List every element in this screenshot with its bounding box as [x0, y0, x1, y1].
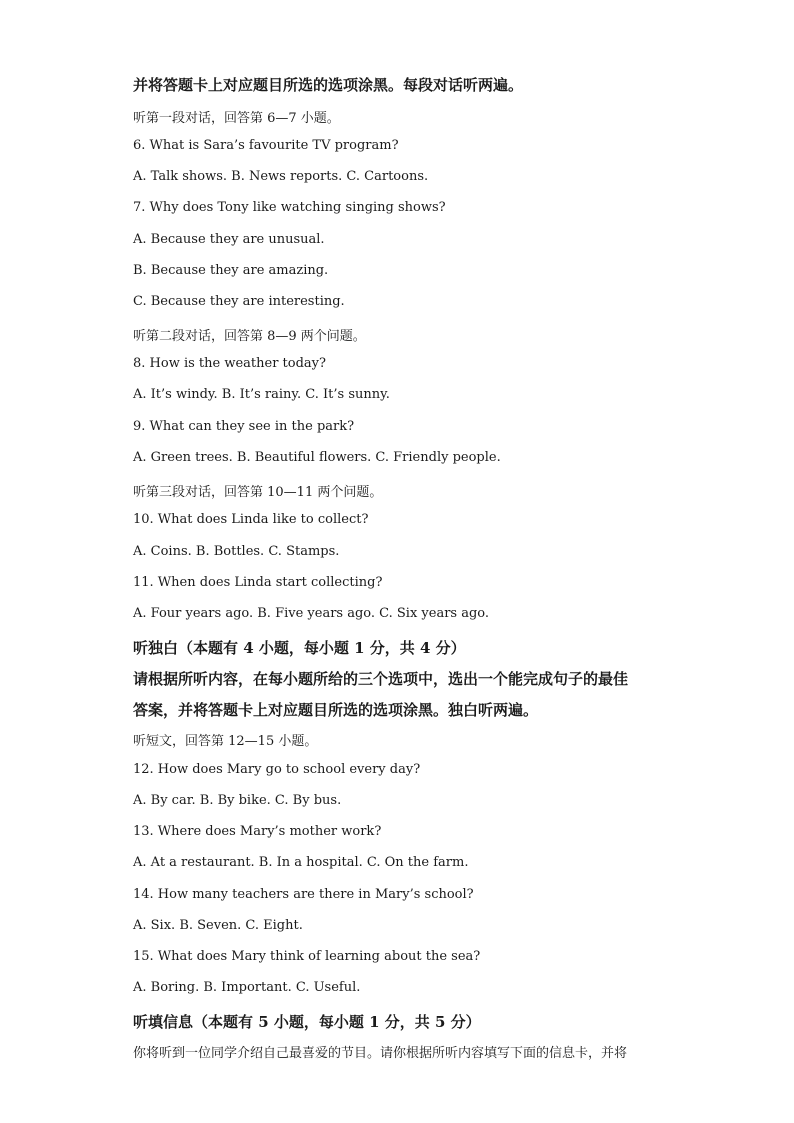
text-line: 7. Why does Tony like watching singing shows?: [133, 200, 446, 215]
text-line: A. Four years ago. B. Five years ago. C. Six years ago.: [133, 606, 490, 621]
section-heading: 请根据所听内容，在每小题所给的三个选项中，选出一个能完成句子的最佳: [133, 670, 629, 688]
text-line: A. At a restaurant. B. In a hospital. C. On the farm.: [133, 855, 469, 870]
text-line: 9. What can they see in the park?: [133, 419, 355, 434]
text-line: 8. How is the weather today?: [133, 356, 326, 371]
text-line: A. Green trees. B. Beautiful flowers. C. Friendly people.: [133, 450, 501, 465]
text-line: 6. What is Sara’s favourite TV program?: [133, 138, 399, 153]
text-line: 15. What does Mary think of learning about the sea?: [133, 949, 481, 964]
text-line: 10. What does Linda like to collect?: [133, 512, 369, 527]
text-line: 11. When does Linda start collecting?: [133, 575, 383, 590]
text-line: A. Six. B. Seven. C. Eight.: [133, 918, 303, 933]
text-line: C. Because they are interesting.: [133, 294, 345, 309]
section-heading: 听独白（本题有 4 小题，每小题 1 分，共 4 分）: [133, 639, 466, 657]
text-line: A. Coins. B. Bottles. C. Stamps.: [133, 544, 340, 559]
text-line: A. Talk shows. B. News reports. C. Cartoons.: [133, 169, 429, 184]
text-line: A. Boring. B. Important. C. Useful.: [133, 980, 361, 995]
text-line: 14. How many teachers are there in Mary’s school?: [133, 887, 474, 902]
text-line: 13. Where does Mary’s mother work?: [133, 824, 382, 839]
section-heading: 并将答题卡上对应题目所选的选项涂黑。每段对话听两遍。: [133, 76, 524, 94]
text-line: 听第二段对话，回答第 8—9 两个问题。: [133, 329, 366, 344]
text-line: A. By car. B. By bike. C. By bus.: [133, 793, 342, 808]
text-line: 12. How does Mary go to school every day?: [133, 762, 421, 777]
text-line: B. Because they are amazing.: [133, 263, 329, 278]
text-line: 听第一段对话，回答第 6—7 小题。: [133, 111, 340, 126]
text-line: 听第三段对话，回答第 10—11 两个问题。: [133, 485, 383, 500]
text-line: A. It’s windy. B. It’s rainy. C. It’s sunny.: [133, 387, 390, 402]
section-heading: 听填信息（本题有 5 小题，每小题 1 分，共 5 分）: [133, 1013, 481, 1031]
text-line: 听短文，回答第 12—15 小题。: [133, 734, 318, 749]
text-line: 你将听到一位同学介绍自己最喜爱的节目。请你根据所听内容填写下面的信息卡，并将: [133, 1046, 628, 1061]
section-heading: 答案，并将答题卡上对应题目所选的选项涂黑。独白听两遍。: [133, 701, 539, 719]
text-line: A. Because they are unusual.: [133, 232, 325, 247]
